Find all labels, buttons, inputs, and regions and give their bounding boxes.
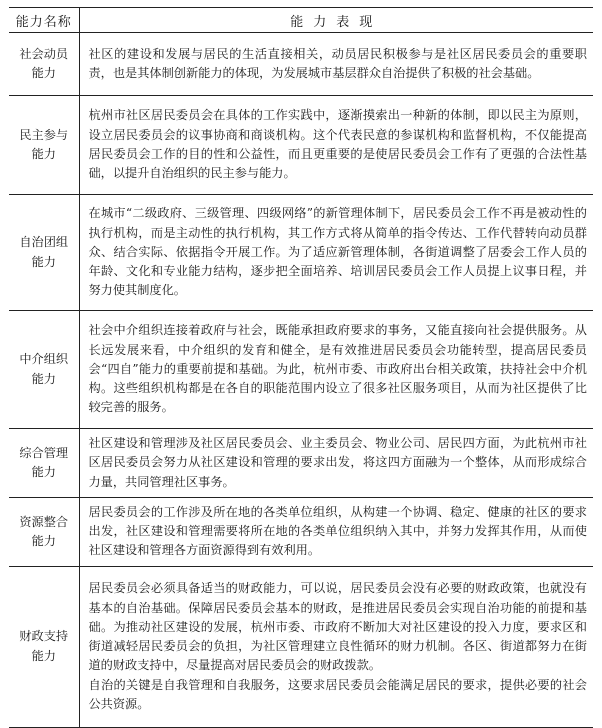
table-row bbox=[9, 566, 593, 727]
ability-name-cell bbox=[9, 566, 79, 727]
ability-description: 自治的关键是自我管理和自我服务，这要求居民委员会能满足居民的要求，提供必要的社会公共资源。 bbox=[88, 677, 587, 712]
ability-description: 社会中介组织连接着政府与社会，既能承担政府要求的事务，又能直接向社会提供服务。从长远发展来看，中介组织的发育和健全，是有效推进居民委员会功能转型，提高居民委员会“四自”能力的重要前提和基础。为此，杭州市委、市政府出台相关政策，扶持社会中介机构。这些组织机构都是在各自的职能范围内设立了很多社区服务项目，从而为社区提供了比较完善的服务。 bbox=[88, 323, 587, 415]
ability-name-line: 资源整合 bbox=[19, 514, 69, 529]
ability-name-line: 能力 bbox=[31, 464, 56, 479]
ability-name-cell bbox=[9, 429, 79, 498]
ability-name-line: 能力 bbox=[31, 371, 56, 386]
ability-table bbox=[9, 7, 593, 728]
table-row bbox=[9, 497, 593, 566]
ability-description-cell bbox=[79, 311, 593, 429]
ability-description-cell bbox=[79, 429, 593, 498]
ability-name-cell bbox=[9, 311, 79, 429]
ability-name-cell bbox=[9, 195, 79, 311]
ability-name-line: 能力 bbox=[31, 66, 56, 80]
table-row bbox=[9, 195, 593, 311]
ability-description-cell bbox=[79, 497, 593, 566]
ability-description-cell bbox=[79, 566, 593, 727]
ability-description-cell bbox=[79, 33, 593, 96]
ability-name-line: 能力 bbox=[31, 254, 56, 269]
ability-name-line: 综合管理 bbox=[19, 445, 69, 460]
ability-description: 社区的建设和发展与居民的生活直接相关，动员居民积极参与是社区居民委员会的重要职责，也是其体制创新能力的体现，为发展城市基层群众自治提供了积极的社会基础。 bbox=[88, 46, 587, 80]
ability-description: 在城市“二级政府、三级管理、四级网络”的新管理体制下，居民委员会工作不再是被动性的执行机构，而是主动性的执行机构，其工作方式将从简单的指令传达、工作代替转向动员群众、结合实际、依据指令开展工作。为了适应新管理体制，各街道调整了居委会工作人员的年龄、文化和专业能力结构，逐步把全面培养、培训居民委员会工作人员提上议事日程，并努力使其制度化。 bbox=[88, 206, 587, 298]
ability-name-cell bbox=[9, 96, 79, 195]
ability-name-line: 自治团组 bbox=[19, 235, 69, 250]
ability-name-line: 财政支持 bbox=[19, 629, 69, 644]
ability-name-cell bbox=[9, 497, 79, 566]
ability-name-cell bbox=[9, 33, 79, 96]
ability-description: 社区建设和管理涉及社区居民委员会、业主委员会、物业公司、居民四方面，为此杭州市社区居民委员会努力从社区建设和管理的要求出发，将这四方面融为一个整体，从而形成综合力量，共同管理社区事务。 bbox=[88, 436, 587, 489]
ability-description: 居民委员会的工作涉及所在地的各类单位组织，从构建一个协调、稳定、健康的社区的要求出发，社区建设和管理需要将所在地的各类单位组织纳入其中，并努力发挥其作用，从而使社区建设和管理各方面资源得到有效利用。 bbox=[88, 504, 587, 558]
ability-name-line: 能力 bbox=[31, 648, 56, 663]
table-header-row bbox=[9, 8, 593, 33]
table-row bbox=[9, 33, 593, 96]
header-ability-performance: 能力表现 bbox=[79, 8, 593, 33]
ability-name-line: 中介组织 bbox=[19, 352, 69, 367]
ability-description: 杭州市社区居民委员会在具体的工作实践中，逐渐摸索出一种新的体制，即以民主为原则，设立居民委员会的议事协商和商谈机构。这个代表民意的参谋机构和监督机构，不仅能提高居民委员会工作的目的性和公益性，而且更重要的是使居民委员会工作有了更强的合法性基础，以提升自治组织的民主参与能力。 bbox=[88, 108, 587, 181]
ability-description-cell bbox=[79, 195, 593, 311]
header-ability-name: 能力名称 bbox=[9, 8, 79, 33]
ability-name-line: 社会动员 bbox=[19, 46, 69, 61]
ability-name-line: 民主参与 bbox=[19, 127, 69, 142]
table-row bbox=[9, 429, 593, 498]
ability-description: 居民委员会必须具备适当的财政能力，可以说，居民委员会没有必要的财政政策，也就没有基本的自治基础。保障居民委员会基本的财政，是推进居民委员会实现自治功能的前提和基础。为推动社区建设的发展，杭州市委、市政府不断加大对社区建设的投入力度，要求区和街道减轻居民委员会的负担，为社区管理建立良性循环的财力机制。各区、街道都努力在街道的财政支持中，尽量提高对居民委员会的财政拨款。 bbox=[88, 581, 587, 673]
ability-name-line: 能力 bbox=[31, 533, 56, 548]
ability-name-line: 能力 bbox=[31, 147, 56, 161]
table-row bbox=[9, 311, 593, 429]
ability-description-cell bbox=[79, 96, 593, 195]
table-row bbox=[9, 96, 593, 195]
